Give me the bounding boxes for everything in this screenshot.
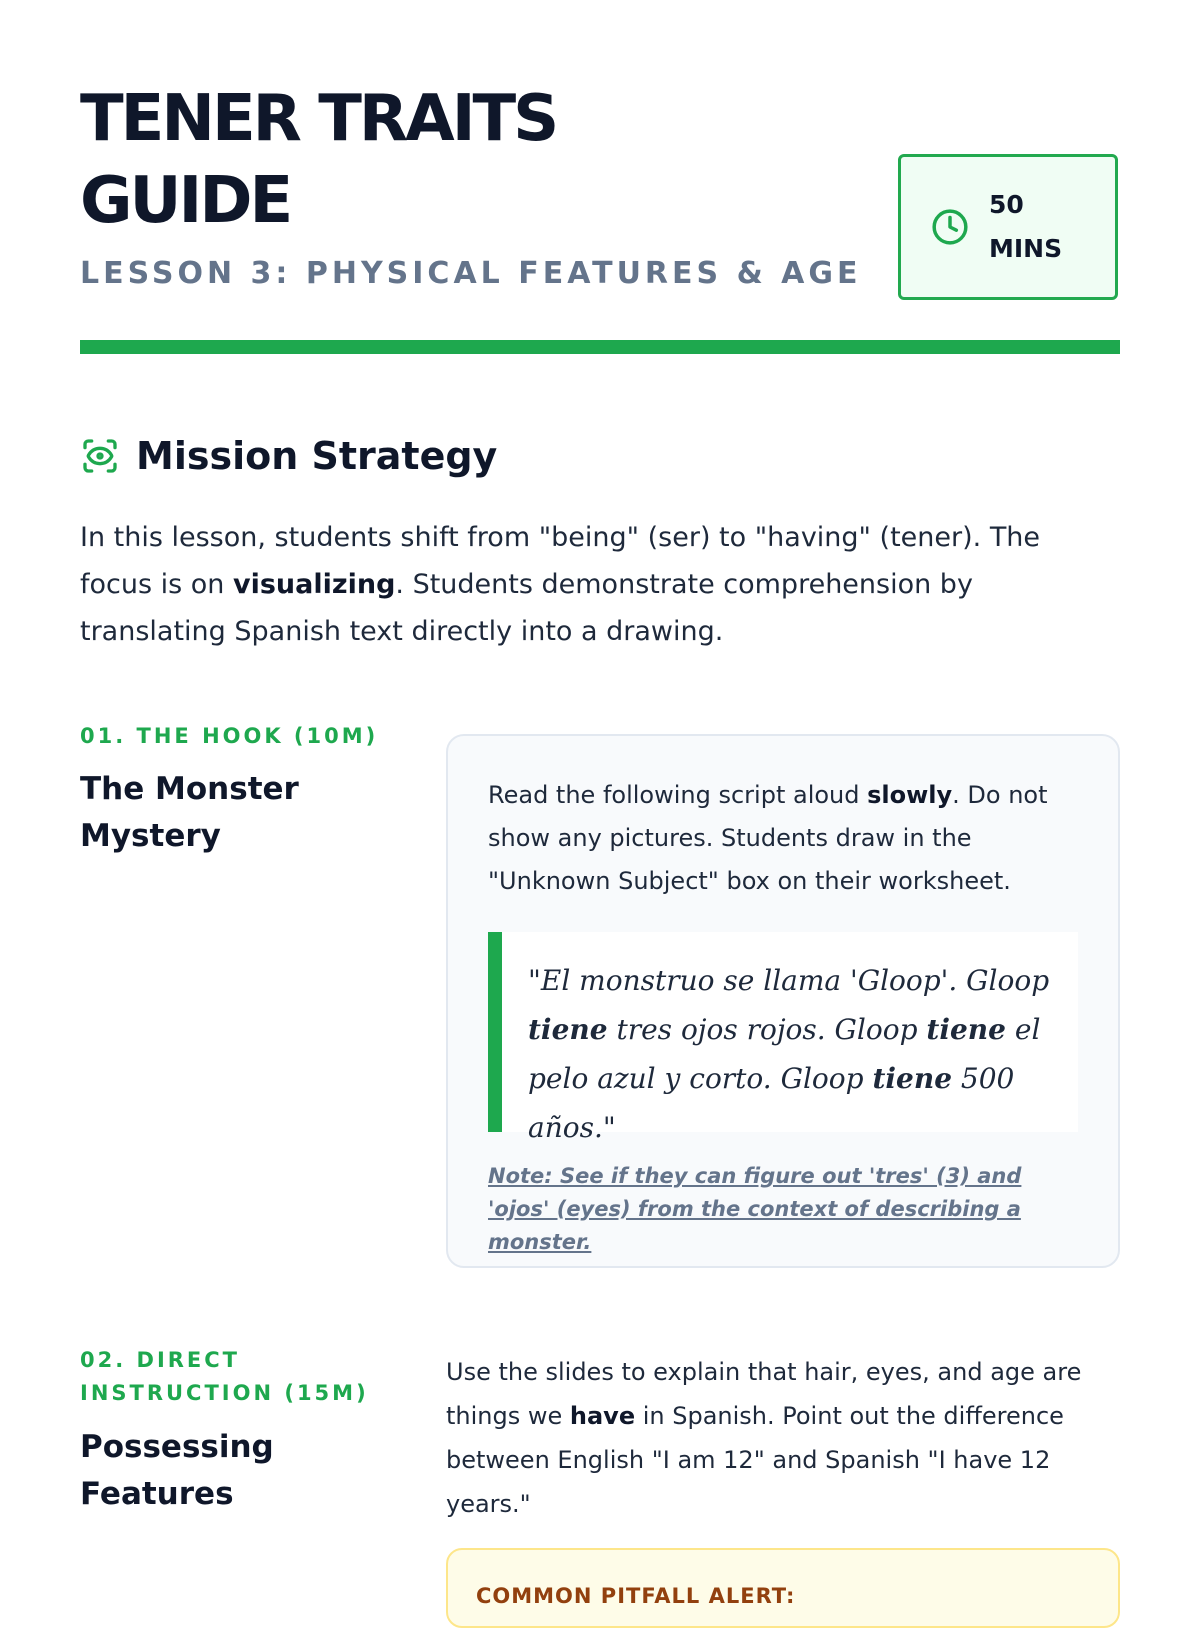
scan-eye-icon [80, 436, 120, 476]
step-2-label: 02. DIRECT INSTRUCTION (15M) [80, 1348, 369, 1405]
step-1-label: 01. THE HOOK (10M) [80, 724, 379, 748]
teacher-note: Note: See if they can figure out 'tres' (3) and 'ojos' (eyes) from the context of describing a monster. [488, 1164, 1022, 1254]
mission-heading-text: Mission Strategy [136, 434, 498, 478]
clock-icon [931, 208, 969, 246]
header-divider [80, 340, 1120, 354]
pitfall-alert-box [446, 1548, 1120, 1628]
intro-emphasis: visualizing [233, 569, 396, 600]
mission-intro: In this lesson, students shift from "being" (ser) to "having" (tener). The focus is on visualizing. Students demonstrate comprehension by translating Spanish text directly into a drawing. [80, 522, 1041, 647]
mission-heading [80, 434, 497, 478]
step-2-title: Possessing Features [80, 1429, 274, 1512]
lesson-subtitle: LESSON 3: PHYSICAL FEATURES & AGE [80, 256, 862, 291]
step-1-title: The Monster Mystery [80, 771, 299, 854]
duration-badge [898, 154, 1118, 300]
monster-script-quote: "El monstruo se llama 'Gloop'. Gloop tiene tres ojos rojos. Gloop tiene el pelo azul y corto. Gloop tiene 500 años." [488, 932, 1078, 1132]
pitfall-alert-label: COMMON PITFALL ALERT: [476, 1584, 796, 1608]
duration-text: 50 MINS [989, 190, 1063, 263]
page-title: TENER TRAITS GUIDE [80, 82, 557, 238]
hook-card [446, 734, 1120, 1268]
direct-instruction-text: Use the slides to explain that hair, eyes, and age are things we have in Spanish. Point out the difference between English "I am 12" and Spanish "I have 12 years." [446, 1358, 1082, 1518]
hook-instructions: Read the following script aloud slowly. Do not show any pictures. Students draw in the "Unknown Subject" box on their worksheet. [488, 781, 1048, 895]
